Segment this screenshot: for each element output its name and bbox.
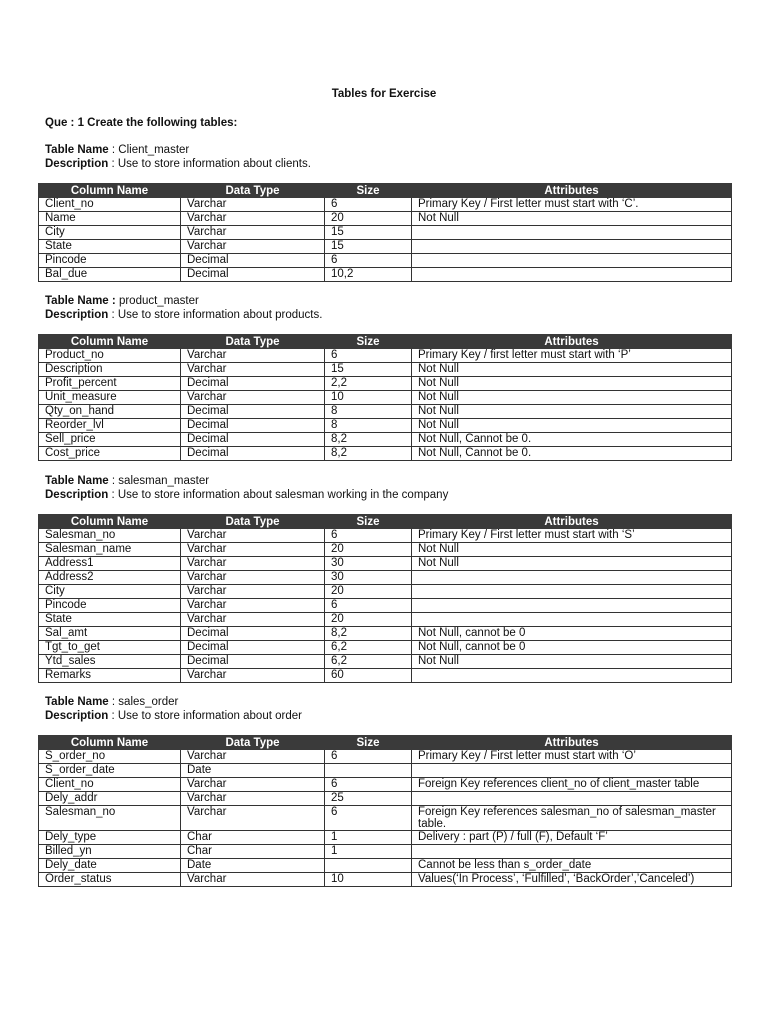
size-cell: 15 bbox=[325, 363, 412, 377]
column-name-cell: S_order_date bbox=[39, 764, 181, 778]
attributes-cell bbox=[412, 613, 732, 627]
attributes-cell: Not Null bbox=[412, 377, 732, 391]
table-row bbox=[39, 831, 732, 845]
column-name-cell: Remarks bbox=[39, 669, 181, 683]
spec-table bbox=[38, 514, 732, 683]
size-header: Size bbox=[325, 335, 412, 349]
data-type-header: Data Type bbox=[181, 335, 325, 349]
table-row bbox=[39, 377, 732, 391]
column-name-cell: State bbox=[39, 613, 181, 627]
table-row bbox=[39, 198, 732, 212]
attributes-cell bbox=[412, 764, 732, 778]
data-type-cell: Varchar bbox=[181, 212, 325, 226]
column-name-cell: Address2 bbox=[39, 571, 181, 585]
table-name-value: salesman_master bbox=[118, 475, 210, 487]
column-name-cell: Dely_type bbox=[39, 831, 181, 845]
table-row bbox=[39, 212, 732, 226]
table-row bbox=[39, 599, 732, 613]
attributes-cell: Primary Key / First letter must start with ‘S’ bbox=[412, 529, 732, 543]
table-row bbox=[39, 627, 732, 641]
description-value: Use to store information about products. bbox=[117, 309, 323, 321]
table-row bbox=[39, 750, 732, 764]
description-value: Use to store information about order bbox=[117, 710, 302, 722]
data-type-cell: Varchar bbox=[181, 226, 325, 240]
description-label: Description bbox=[45, 309, 109, 321]
size-cell: 20 bbox=[325, 613, 412, 627]
size-cell: 20 bbox=[325, 543, 412, 557]
description-line: Description : Use to store information about salesman working in the company bbox=[45, 489, 449, 501]
size-cell: 10 bbox=[325, 391, 412, 405]
attributes-cell bbox=[412, 792, 732, 806]
table-row bbox=[39, 669, 732, 683]
table-name-line: Table Name : salesman_master bbox=[45, 475, 210, 487]
size-cell: 60 bbox=[325, 669, 412, 683]
table-row bbox=[39, 268, 732, 282]
data-type-cell: Date bbox=[181, 764, 325, 778]
attributes-cell: Not Null, Cannot be 0. bbox=[412, 433, 732, 447]
attributes-cell bbox=[412, 571, 732, 585]
size-cell: 6 bbox=[325, 254, 412, 268]
attributes-header: Attributes bbox=[412, 515, 732, 529]
column-name-cell: City bbox=[39, 226, 181, 240]
size-cell: 8 bbox=[325, 405, 412, 419]
column-name-cell: Client_no bbox=[39, 198, 181, 212]
table-row bbox=[39, 391, 732, 405]
spec-table bbox=[38, 183, 732, 282]
table-row bbox=[39, 764, 732, 778]
table-row bbox=[39, 447, 732, 461]
attributes-cell: Not Null bbox=[412, 557, 732, 571]
size-header: Size bbox=[325, 515, 412, 529]
data-type-header: Data Type bbox=[181, 736, 325, 750]
column-name-cell: Bal_due bbox=[39, 268, 181, 282]
attributes-header: Attributes bbox=[412, 736, 732, 750]
data-type-cell: Varchar bbox=[181, 391, 325, 405]
page-title: Tables for Exercise bbox=[331, 88, 437, 100]
description-value: Use to store information about clients. bbox=[117, 158, 311, 170]
attributes-cell bbox=[412, 585, 732, 599]
column-name-cell: Ytd_sales bbox=[39, 655, 181, 669]
table-row bbox=[39, 557, 732, 571]
data-type-cell: Decimal bbox=[181, 377, 325, 391]
size-cell: 6 bbox=[325, 599, 412, 613]
table-name-label: Table Name bbox=[45, 144, 109, 156]
data-type-header: Data Type bbox=[181, 515, 325, 529]
attributes-cell bbox=[412, 226, 732, 240]
attributes-cell: Not Null bbox=[412, 655, 732, 669]
table-header-row bbox=[39, 736, 732, 750]
table-row bbox=[39, 543, 732, 557]
size-cell: 15 bbox=[325, 226, 412, 240]
data-type-cell: Char bbox=[181, 845, 325, 859]
description-value: Use to store information about salesman working in the company bbox=[117, 489, 449, 501]
description-label: Description bbox=[45, 489, 109, 501]
size-cell: 6 bbox=[325, 529, 412, 543]
attributes-cell bbox=[412, 599, 732, 613]
data-type-cell: Varchar bbox=[181, 778, 325, 792]
data-type-cell: Varchar bbox=[181, 557, 325, 571]
column-name-cell: Name bbox=[39, 212, 181, 226]
table-name-value: sales_order bbox=[118, 696, 179, 708]
column-name-cell: Salesman_no bbox=[39, 806, 181, 831]
column-name-cell: Pincode bbox=[39, 599, 181, 613]
column-name-cell: Qty_on_hand bbox=[39, 405, 181, 419]
column-name-cell: Description bbox=[39, 363, 181, 377]
data-type-cell: Varchar bbox=[181, 613, 325, 627]
size-cell: 10 bbox=[325, 873, 412, 887]
data-type-cell: Varchar bbox=[181, 240, 325, 254]
data-type-cell: Varchar bbox=[181, 349, 325, 363]
column-name-cell: Tgt_to_get bbox=[39, 641, 181, 655]
column-name-cell: Dely_addr bbox=[39, 792, 181, 806]
size-cell: 25 bbox=[325, 792, 412, 806]
column-name-cell: Unit_measure bbox=[39, 391, 181, 405]
attributes-cell: Not Null bbox=[412, 543, 732, 557]
data-type-cell: Varchar bbox=[181, 198, 325, 212]
column-name-cell: Billed_yn bbox=[39, 845, 181, 859]
column-name-cell: Address1 bbox=[39, 557, 181, 571]
column-name-cell: State bbox=[39, 240, 181, 254]
attributes-cell: Not Null, cannot be 0 bbox=[412, 627, 732, 641]
column-name-cell: Sell_price bbox=[39, 433, 181, 447]
size-cell: 8,2 bbox=[325, 433, 412, 447]
size-cell: 8 bbox=[325, 419, 412, 433]
column-name-header: Column Name bbox=[39, 736, 181, 750]
attributes-cell: Values(‘In Process’, ‘Fulfilled’, ‘BackOrder’,’Canceled’) bbox=[412, 873, 732, 887]
attributes-cell bbox=[412, 254, 732, 268]
attributes-cell bbox=[412, 669, 732, 683]
table-row bbox=[39, 792, 732, 806]
table-row bbox=[39, 363, 732, 377]
column-name-cell: Salesman_no bbox=[39, 529, 181, 543]
size-cell: 20 bbox=[325, 212, 412, 226]
table-row bbox=[39, 254, 732, 268]
size-cell: 8,2 bbox=[325, 627, 412, 641]
table-row bbox=[39, 778, 732, 792]
size-cell: 6 bbox=[325, 349, 412, 363]
column-name-cell: Order_status bbox=[39, 873, 181, 887]
table-header-row bbox=[39, 184, 732, 198]
data-type-cell: Decimal bbox=[181, 433, 325, 447]
size-cell: 20 bbox=[325, 585, 412, 599]
size-cell: 10,2 bbox=[325, 268, 412, 282]
size-cell bbox=[325, 764, 412, 778]
attributes-cell: Not Null, Cannot be 0. bbox=[412, 447, 732, 461]
size-header: Size bbox=[325, 736, 412, 750]
attributes-cell bbox=[412, 845, 732, 859]
attributes-header: Attributes bbox=[412, 184, 732, 198]
data-type-cell: Varchar bbox=[181, 363, 325, 377]
size-cell: 15 bbox=[325, 240, 412, 254]
size-cell: 30 bbox=[325, 571, 412, 585]
table-name-label: Table Name bbox=[45, 696, 109, 708]
column-name-cell: Salesman_name bbox=[39, 543, 181, 557]
data-type-cell: Decimal bbox=[181, 641, 325, 655]
table-name-line: Table Name : Client_master bbox=[45, 144, 190, 156]
column-name-cell: Sal_amt bbox=[39, 627, 181, 641]
table-name-label: Table Name bbox=[45, 295, 109, 307]
attributes-cell: Not Null bbox=[412, 363, 732, 377]
size-header: Size bbox=[325, 184, 412, 198]
attributes-cell bbox=[412, 240, 732, 254]
column-name-cell: Cost_price bbox=[39, 447, 181, 461]
table-row bbox=[39, 226, 732, 240]
attributes-cell: Not Null bbox=[412, 212, 732, 226]
column-name-header: Column Name bbox=[39, 515, 181, 529]
table-row bbox=[39, 806, 732, 831]
data-type-cell: Varchar bbox=[181, 585, 325, 599]
description-label: Description bbox=[45, 158, 109, 170]
size-cell bbox=[325, 859, 412, 873]
data-type-cell: Varchar bbox=[181, 750, 325, 764]
attributes-cell: Cannot be less than s_order_date bbox=[412, 859, 732, 873]
size-cell: 1 bbox=[325, 831, 412, 845]
table-name-label: Table Name bbox=[45, 475, 109, 487]
column-name-cell: S_order_no bbox=[39, 750, 181, 764]
column-name-cell: Dely_date bbox=[39, 859, 181, 873]
table-header-row bbox=[39, 515, 732, 529]
data-type-cell: Varchar bbox=[181, 873, 325, 887]
table-row bbox=[39, 655, 732, 669]
description-line: Description : Use to store information about clients. bbox=[45, 158, 311, 170]
table-name-line: Table Name : product_master bbox=[45, 295, 199, 307]
column-name-cell: Client_no bbox=[39, 778, 181, 792]
spec-table bbox=[38, 735, 732, 887]
size-cell: 8,2 bbox=[325, 447, 412, 461]
data-type-cell: Decimal bbox=[181, 655, 325, 669]
table-row bbox=[39, 613, 732, 627]
attributes-cell: Primary Key / First letter must start with ‘C’. bbox=[412, 198, 732, 212]
data-type-header: Data Type bbox=[181, 184, 325, 198]
data-type-cell: Varchar bbox=[181, 543, 325, 557]
data-type-cell: Char bbox=[181, 831, 325, 845]
table-row bbox=[39, 585, 732, 599]
column-name-cell: Product_no bbox=[39, 349, 181, 363]
column-name-cell: Pincode bbox=[39, 254, 181, 268]
table-row bbox=[39, 859, 732, 873]
data-type-cell: Decimal bbox=[181, 447, 325, 461]
attributes-cell: Not Null bbox=[412, 419, 732, 433]
attributes-cell: Not Null, cannot be 0 bbox=[412, 641, 732, 655]
table-row bbox=[39, 419, 732, 433]
question-heading: Que : 1 Create the following tables: bbox=[45, 117, 238, 129]
data-type-cell: Varchar bbox=[181, 806, 325, 831]
table-row bbox=[39, 240, 732, 254]
table-row bbox=[39, 641, 732, 655]
attributes-cell: Not Null bbox=[412, 405, 732, 419]
table-row bbox=[39, 405, 732, 419]
size-cell: 6 bbox=[325, 750, 412, 764]
size-cell: 6 bbox=[325, 806, 412, 831]
description-label: Description bbox=[45, 710, 109, 722]
attributes-cell: Foreign Key references salesman_no of salesman_master table. bbox=[412, 806, 732, 831]
data-type-cell: Varchar bbox=[181, 669, 325, 683]
data-type-cell: Decimal bbox=[181, 254, 325, 268]
data-type-cell: Date bbox=[181, 859, 325, 873]
attributes-header: Attributes bbox=[412, 335, 732, 349]
data-type-cell: Varchar bbox=[181, 599, 325, 613]
attributes-cell bbox=[412, 268, 732, 282]
size-cell: 6 bbox=[325, 778, 412, 792]
table-name-value: Client_master bbox=[118, 144, 190, 156]
column-name-header: Column Name bbox=[39, 335, 181, 349]
column-name-cell: City bbox=[39, 585, 181, 599]
spec-table bbox=[38, 334, 732, 461]
column-name-cell: Reorder_lvl bbox=[39, 419, 181, 433]
table-header-row bbox=[39, 335, 732, 349]
data-type-cell: Varchar bbox=[181, 571, 325, 585]
attributes-cell: Foreign Key references client_no of client_master table bbox=[412, 778, 732, 792]
attributes-cell: Primary Key / first letter must start with ‘P’ bbox=[412, 349, 732, 363]
description-line: Description : Use to store information about products. bbox=[45, 309, 323, 321]
table-row bbox=[39, 433, 732, 447]
table-name-value: product_master bbox=[118, 295, 199, 307]
data-type-cell: Decimal bbox=[181, 268, 325, 282]
data-type-cell: Varchar bbox=[181, 529, 325, 543]
table-row bbox=[39, 571, 732, 585]
data-type-cell: Decimal bbox=[181, 419, 325, 433]
size-cell: 1 bbox=[325, 845, 412, 859]
data-type-cell: Varchar bbox=[181, 792, 325, 806]
description-line: Description : Use to store information about order bbox=[45, 710, 302, 722]
size-cell: 6,2 bbox=[325, 655, 412, 669]
table-row bbox=[39, 349, 732, 363]
data-type-cell: Decimal bbox=[181, 405, 325, 419]
size-cell: 30 bbox=[325, 557, 412, 571]
column-name-cell: Profit_percent bbox=[39, 377, 181, 391]
table-row bbox=[39, 845, 732, 859]
attributes-cell: Primary Key / First letter must start with ‘O’ bbox=[412, 750, 732, 764]
size-cell: 6 bbox=[325, 198, 412, 212]
size-cell: 6,2 bbox=[325, 641, 412, 655]
table-name-line: Table Name : sales_order bbox=[45, 696, 179, 708]
attributes-cell: Not Null bbox=[412, 391, 732, 405]
data-type-cell: Decimal bbox=[181, 627, 325, 641]
table-row bbox=[39, 873, 732, 887]
size-cell: 2,2 bbox=[325, 377, 412, 391]
column-name-header: Column Name bbox=[39, 184, 181, 198]
attributes-cell: Delivery : part (P) / full (F), Default ‘F’ bbox=[412, 831, 732, 845]
table-row bbox=[39, 529, 732, 543]
